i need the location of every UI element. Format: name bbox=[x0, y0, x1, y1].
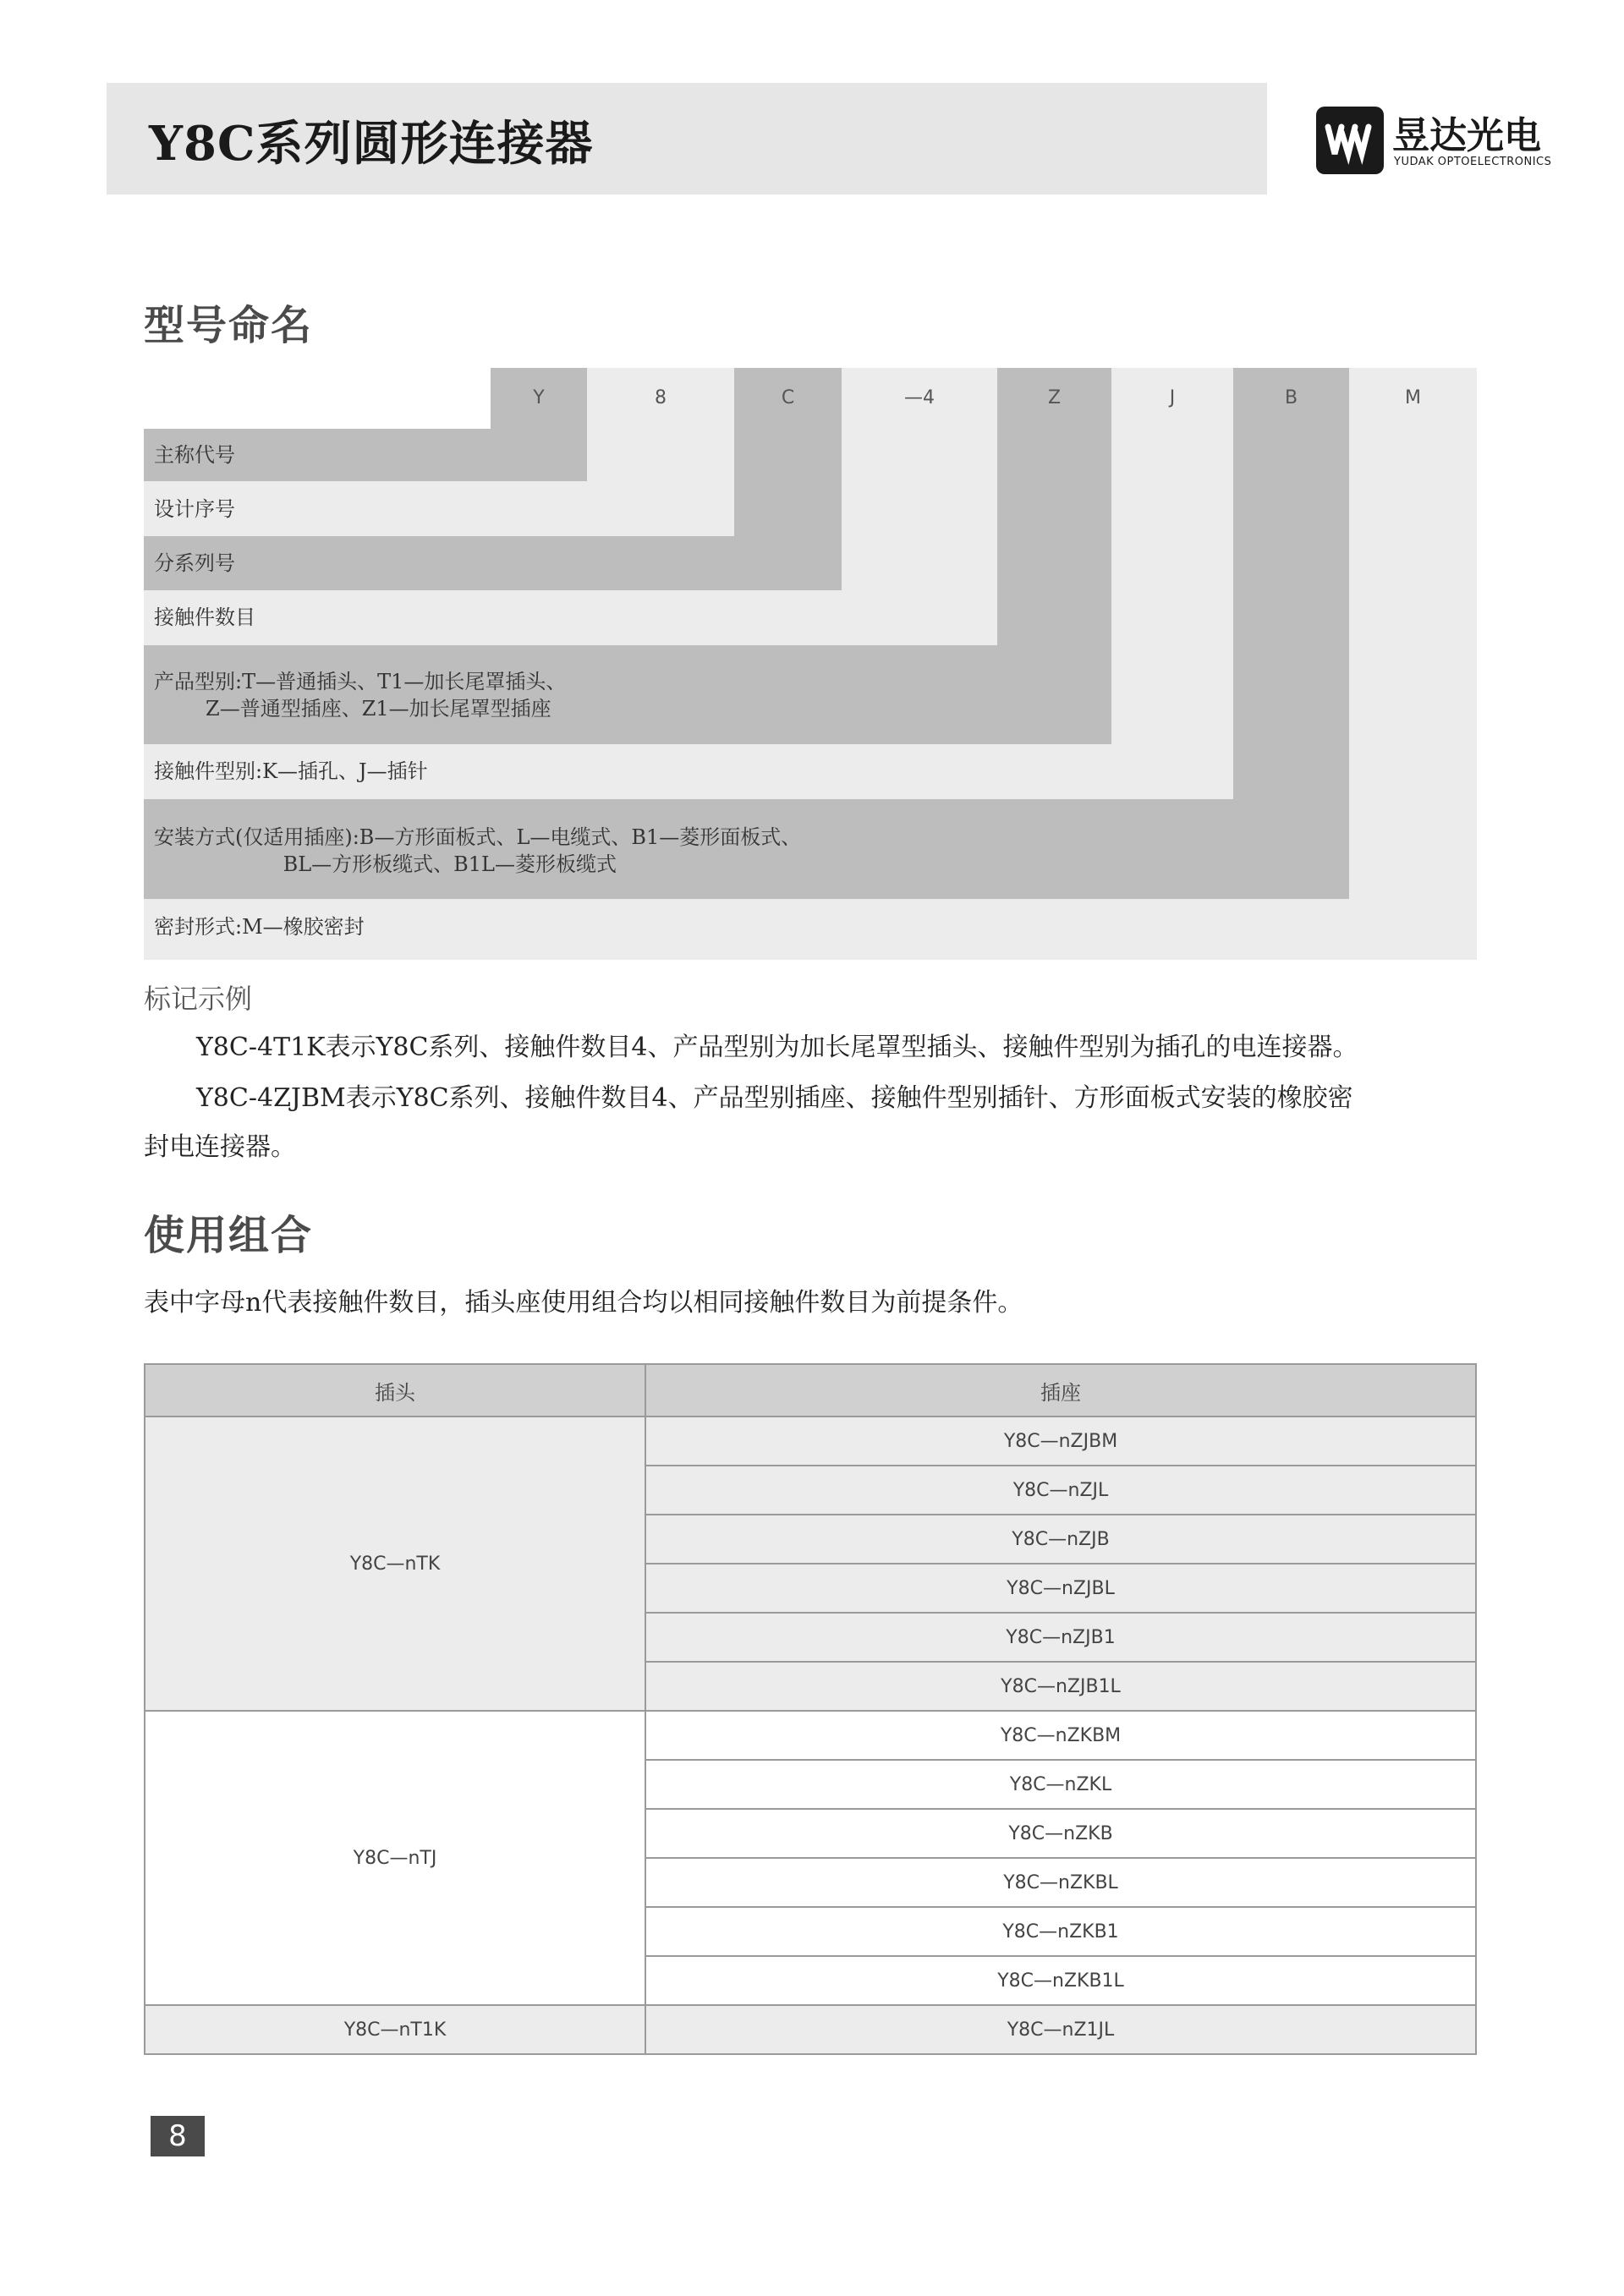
table-row bbox=[145, 1711, 1476, 1760]
example-line-3: 封电连接器。 bbox=[144, 1132, 296, 1162]
document-title: Y8C系列圆形连接器 bbox=[149, 116, 594, 172]
example-line-2: Y8C-4ZJBM表示Y8C系列、接触件数目4、产品型别插座、接触件型别插针、方形面板式安装的橡胶密 bbox=[196, 1083, 1353, 1113]
page-number: 8 bbox=[151, 2116, 205, 2156]
plug-cell: Y8C—nTJ bbox=[145, 1711, 645, 2005]
header-socket: 插座 bbox=[645, 1364, 1476, 1417]
naming-corner-blank bbox=[144, 368, 491, 429]
naming-row-design-no: 设计序号 bbox=[154, 497, 235, 521]
company-logo bbox=[1316, 107, 1552, 174]
code-z: Z bbox=[1047, 387, 1062, 408]
usage-section-title: 使用组合 bbox=[144, 1212, 314, 1259]
usage-description: 表中字母n代表接触件数目，插头座使用组合均以相同接触件数目为前提条件。 bbox=[144, 1288, 1023, 1318]
socket-cell: Y8C—nZ1JL bbox=[645, 2005, 1476, 2054]
naming-row-subseries: 分系列号 bbox=[154, 551, 235, 575]
naming-row-product-type: 产品型别:T—普通插头、T1—加长尾罩插头、 Z—普通型插座、Z1—加长尾罩型插座 bbox=[154, 670, 567, 721]
code-4: —4 bbox=[904, 387, 935, 408]
socket-cell: Y8C—nZJB bbox=[645, 1515, 1476, 1564]
naming-row-mounting: 安装方式(仅适用插座):B—方形面板式、L—电缆式、B1—菱形面板式、 BL—方形板缆式、B1L—菱形板缆式 bbox=[154, 825, 802, 876]
plug-cell: Y8C—nT1K bbox=[145, 2005, 645, 2054]
example-subheading: 标记示例 bbox=[144, 983, 253, 1015]
plug-cell: Y8C—nTK bbox=[145, 1417, 645, 1711]
socket-cell: Y8C—nZKL bbox=[645, 1760, 1476, 1809]
naming-row-contact-count: 接触件数目 bbox=[154, 606, 255, 629]
socket-cell: Y8C—nZKB bbox=[645, 1809, 1476, 1858]
socket-cell: Y8C—nZJL bbox=[645, 1466, 1476, 1515]
header-plug: 插头 bbox=[145, 1364, 645, 1417]
example-line-1: Y8C-4T1K表示Y8C系列、接触件数目4、产品型别为加长尾罩型插头、接触件型别为插孔的电连接器。 bbox=[196, 1033, 1358, 1062]
socket-cell: Y8C—nZKB1 bbox=[645, 1907, 1476, 1956]
logo-chinese-text: 昱达光电 bbox=[1392, 114, 1541, 157]
naming-row-bar-3 bbox=[144, 536, 842, 590]
socket-cell: Y8C—nZKBL bbox=[645, 1858, 1476, 1907]
socket-cell: Y8C—nZJBL bbox=[645, 1564, 1476, 1613]
socket-cell: Y8C—nZKBM bbox=[645, 1711, 1476, 1760]
naming-section-title: 型号命名 bbox=[144, 302, 314, 349]
code-j: J bbox=[1169, 387, 1176, 408]
naming-row-main-code: 主称代号 bbox=[154, 443, 235, 467]
usage-combination-table bbox=[144, 1363, 1477, 2055]
socket-cell: Y8C—nZJBM bbox=[645, 1417, 1476, 1466]
table-row bbox=[145, 2005, 1476, 2054]
code-8: 8 bbox=[655, 387, 667, 408]
naming-row-contact-type: 接触件型别:K—插孔、J—插针 bbox=[154, 759, 428, 783]
table-row bbox=[145, 1417, 1476, 1466]
logo-english-text: YUDAK OPTOELECTRONICS bbox=[1394, 156, 1552, 168]
code-y: Y bbox=[533, 387, 545, 408]
logo-mark-icon bbox=[1316, 107, 1384, 174]
code-c: C bbox=[781, 387, 795, 408]
code-m: M bbox=[1405, 387, 1421, 408]
code-b: B bbox=[1284, 387, 1298, 408]
table-header-row bbox=[145, 1364, 1476, 1417]
socket-cell: Y8C—nZJB1L bbox=[645, 1662, 1476, 1711]
naming-row-sealing: 密封形式:M—橡胶密封 bbox=[154, 915, 365, 939]
socket-cell: Y8C—nZJB1 bbox=[645, 1613, 1476, 1662]
socket-cell: Y8C—nZKB1L bbox=[645, 1956, 1476, 2005]
